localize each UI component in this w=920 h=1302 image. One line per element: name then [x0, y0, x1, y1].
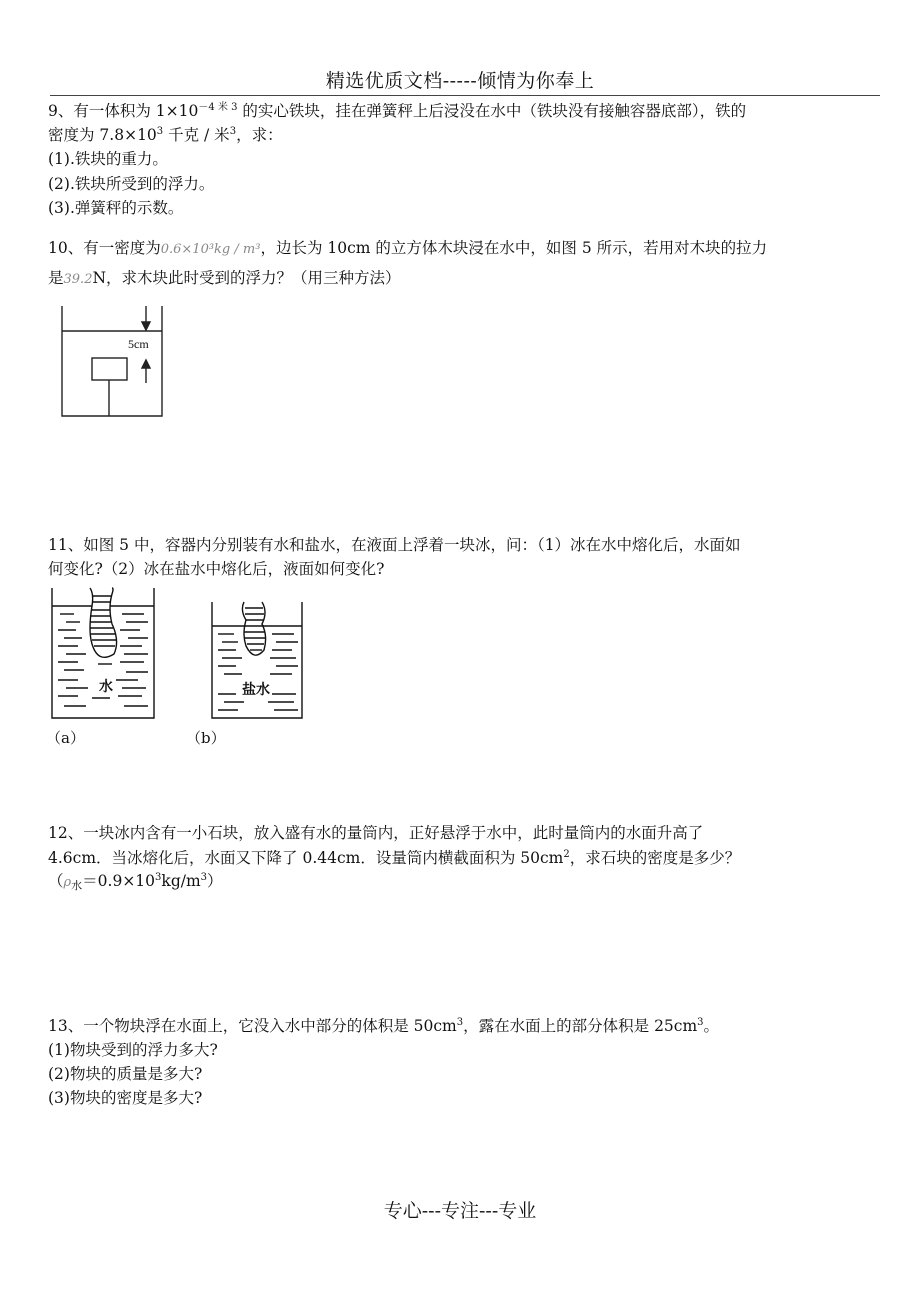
- page-footer: 专心---专注---专业: [383, 1200, 537, 1222]
- figure-a-caption: （a）: [46, 729, 85, 747]
- q11-line2: 何变化?（2）冰在盐水中熔化后，液面如何变化?: [48, 560, 385, 578]
- q9-exponent: －4 米 3: [198, 102, 238, 113]
- q9-line2: [48, 123, 283, 145]
- q10-text: 是: [48, 269, 64, 287]
- q10-force-value: 39.2: [63, 272, 93, 287]
- q12-exponent: 3: [200, 872, 208, 883]
- q9-text: 9、有一体积为 1×10: [48, 102, 199, 120]
- q12-text: ）: [207, 872, 223, 890]
- q12-line2: [48, 846, 740, 868]
- q9-text: ，求：: [236, 126, 283, 144]
- q12-text: （: [48, 872, 64, 890]
- q13-sub3: (3)物块的密度是多大?: [48, 1089, 203, 1107]
- q10-text: ，边长为 10cm 的立方体木块浸在水中，如图 5 所示，若用对木块的拉力: [260, 239, 768, 257]
- q12-exponent: 2: [563, 849, 570, 860]
- header-rule: [50, 95, 880, 96]
- q12-line1: 12、一块冰内含有一小石块，放入盛有水的量筒内，正好悬浮于水中，此时量筒内的水面升高了: [48, 824, 704, 842]
- q13-text: 。: [703, 1017, 720, 1035]
- q13-text: ，露在水面上的部分体积是 25cm: [463, 1017, 698, 1035]
- q10-density-formula: 0.6×10³kg / m³: [160, 242, 261, 257]
- q12-subscript: 水: [71, 879, 83, 892]
- q9-exponent: 3: [156, 126, 164, 137]
- figure-b-caption: （b）: [186, 729, 226, 747]
- rho-symbol: ρ: [63, 875, 72, 890]
- q9-sub2: (2).铁块所受到的浮力。: [48, 175, 215, 193]
- q10-figure-label: 5cm: [128, 337, 149, 351]
- q13-sub1: (1)物块受到的浮力多大?: [48, 1041, 218, 1059]
- q12-exponent: 3: [155, 872, 162, 883]
- figure-b-saltwater-container: [208, 600, 318, 730]
- q12-text: kg/m: [161, 872, 201, 890]
- figure-b-label: 盐水: [240, 679, 272, 699]
- q13-exponent: 3: [456, 1017, 464, 1028]
- q10-text: 10、有一密度为: [48, 239, 161, 257]
- q9-line1: [48, 99, 746, 121]
- page-header: 精选优质文档-----倾情为你奉上: [325, 70, 595, 92]
- q12-text: 4.6cm．当冰熔化后，水面又下降了 0.44cm．设量筒内横截面积为 50cm: [48, 849, 564, 867]
- q10-figure: [58, 303, 188, 423]
- q9-sub3: (3).弹簧秤的示数。: [48, 199, 184, 217]
- q10-line1: [48, 236, 767, 258]
- q13-text: 13、一个物块浮在水面上，它没入水中部分的体积是 50cm: [48, 1017, 457, 1035]
- q9-text: 密度为 7.8×10: [48, 126, 157, 144]
- q12-line3: [48, 869, 223, 891]
- figure-a-label: 水: [97, 676, 115, 696]
- q13-exponent: 3: [697, 1017, 704, 1028]
- q9-text: 的实心铁块，挂在弹簧秤上后浸没在水中（铁块没有接触容器底部），铁的: [237, 102, 747, 120]
- q13-sub2: (2)物块的质量是多大?: [48, 1065, 203, 1083]
- q9-sub1: (1).铁块的重力。: [48, 150, 168, 168]
- q12-text: ＝0.9×10: [82, 872, 156, 890]
- q13-line1: [48, 1014, 719, 1036]
- q11-line1: 11、如图 5 中，容器内分别装有水和盐水，在液面上浮着一块冰，问：（1）冰在水中熔化后，水面如: [48, 536, 741, 554]
- figure-a-water-container: [48, 586, 168, 726]
- q9-exponent: 3: [229, 126, 237, 137]
- q9-text: 千克 / 米: [163, 126, 230, 144]
- q12-text: ，求石块的密度是多少？: [569, 849, 741, 867]
- q10-line2: [48, 266, 401, 288]
- q10-text: N，求木块此时受到的浮力？（用三种方法）: [92, 269, 401, 287]
